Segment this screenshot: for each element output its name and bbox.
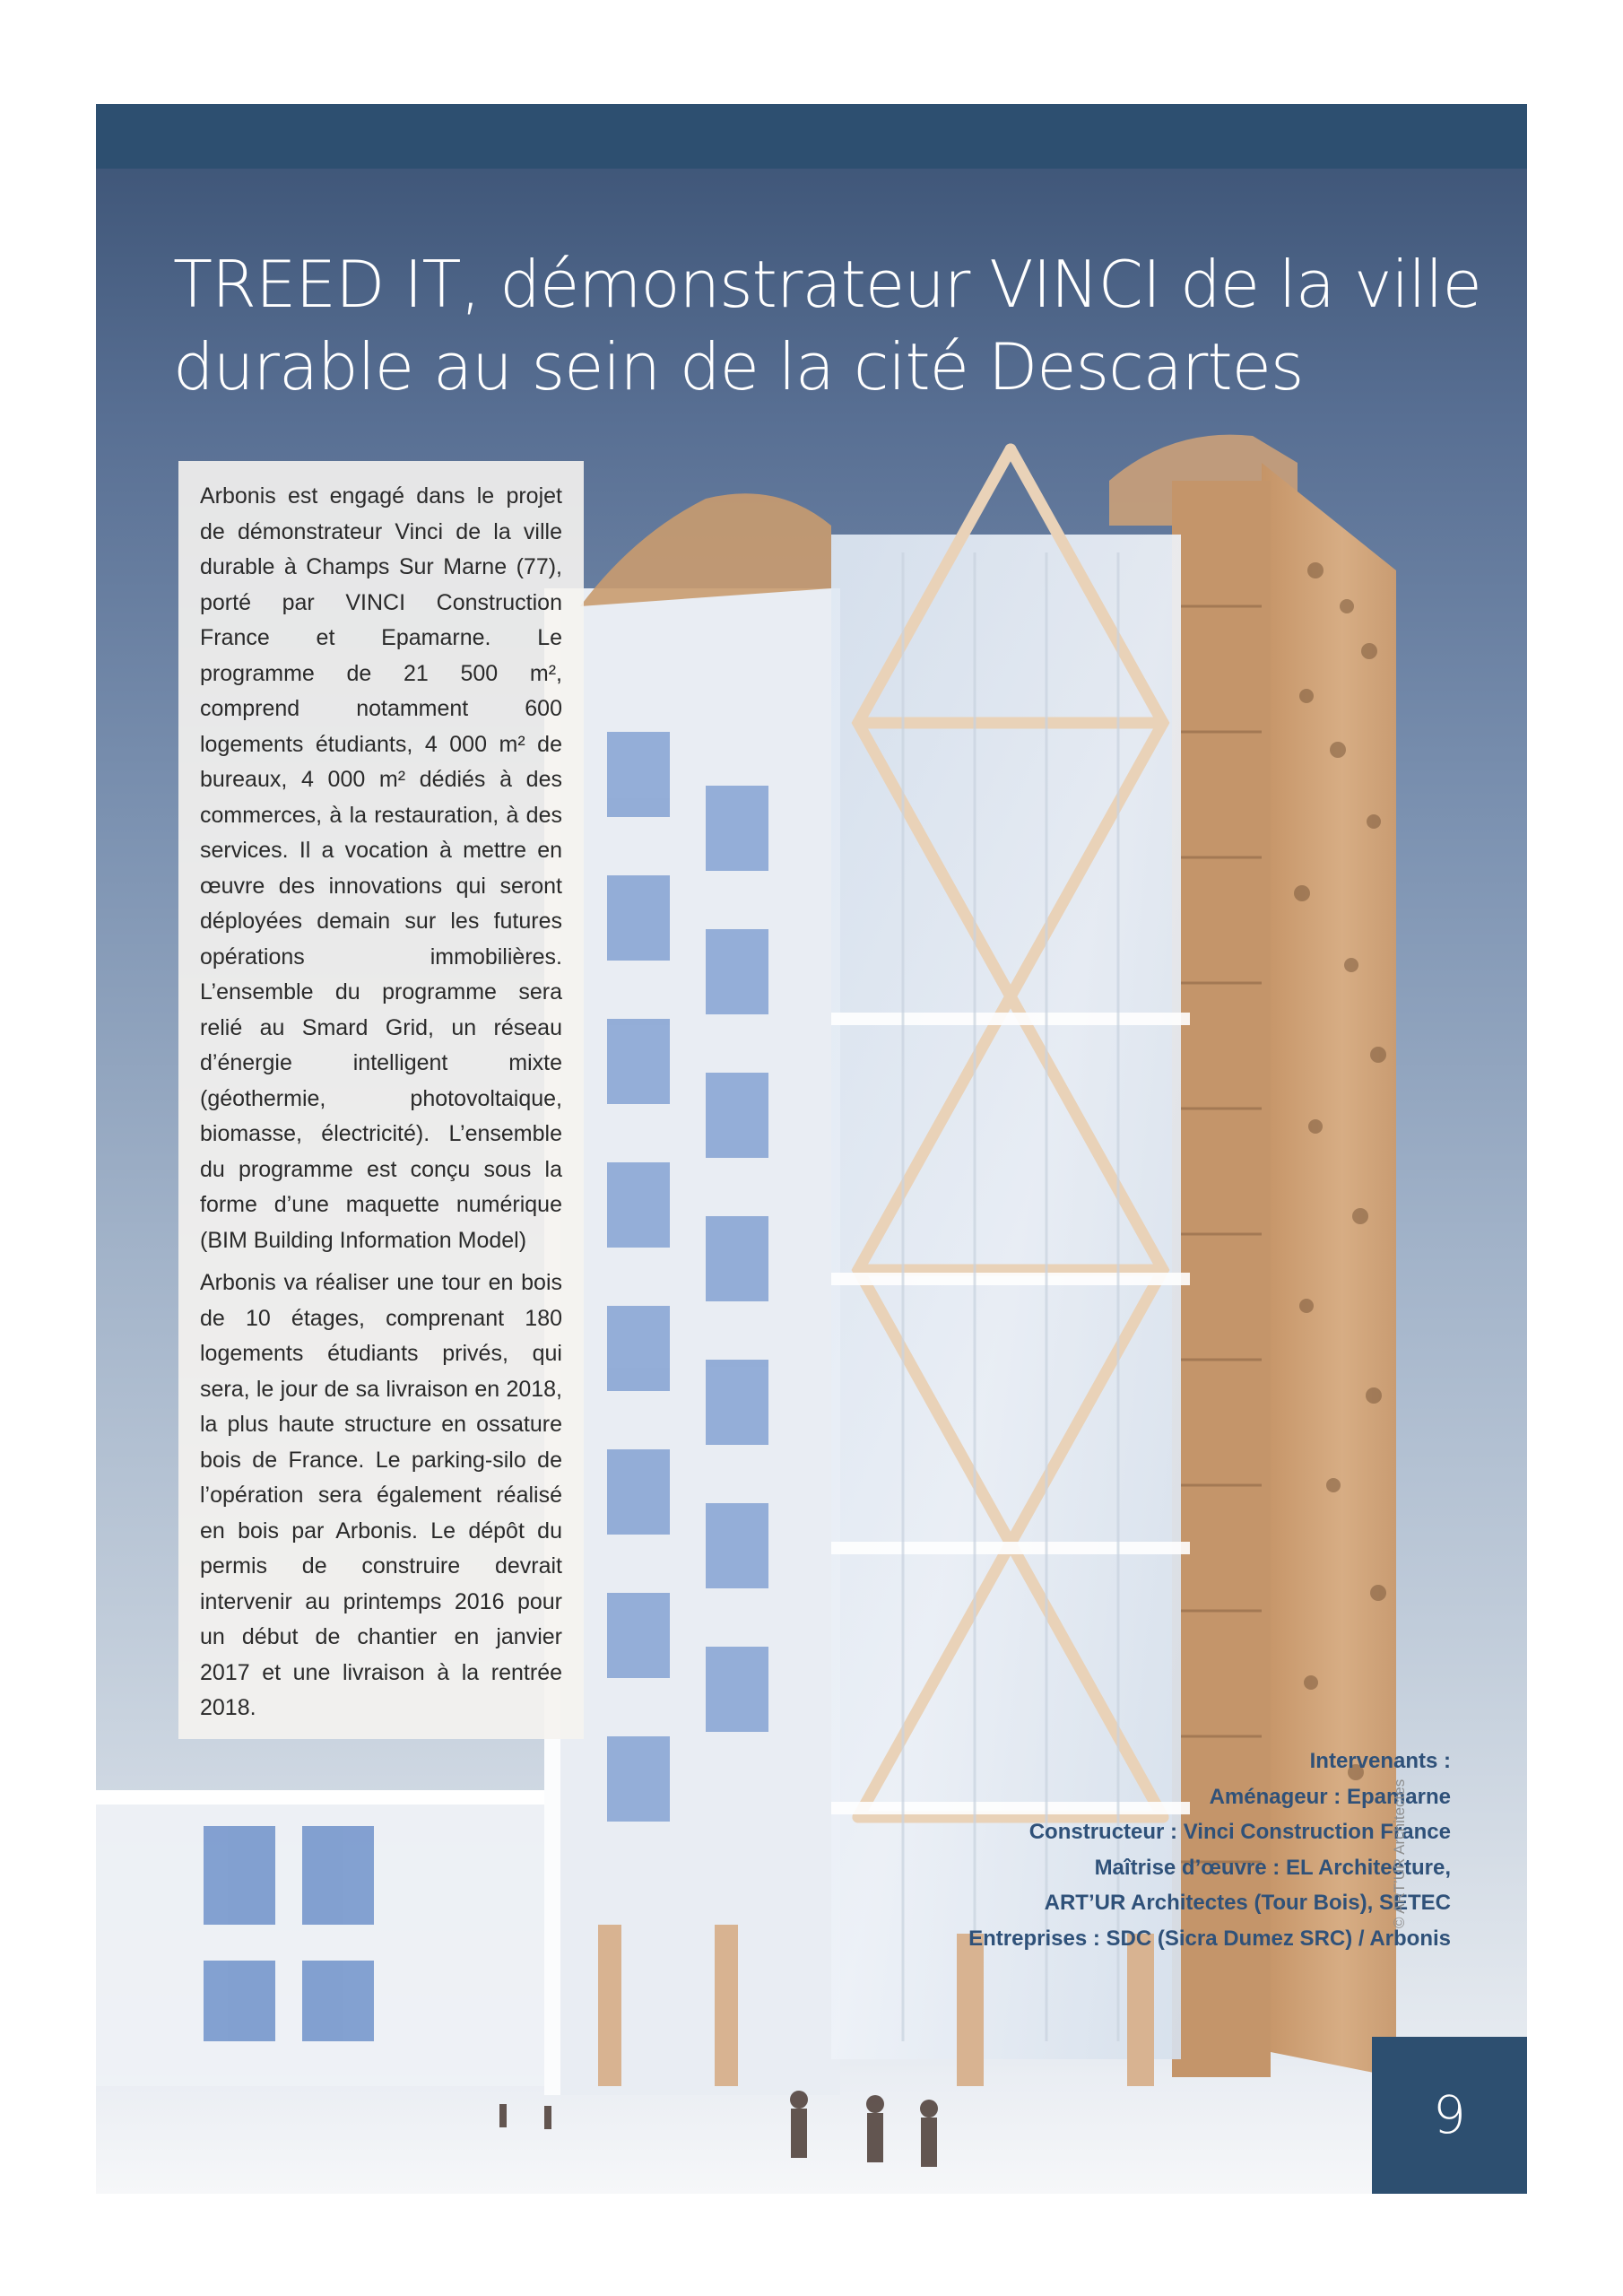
top-band: [96, 104, 1527, 169]
credits-line: Entreprises : SDC (Sicra Dumez SRC) / Arbonis: [968, 1926, 1451, 1951]
credits-heading: Intervenants :: [1309, 1749, 1451, 1773]
credits-line: Constructeur : Vinci Construction France: [1028, 1820, 1451, 1844]
paragraph-2: Arbonis va réaliser une tour en bois de 10 étages, comprenant 180 logements étudiants privés, qui sera, le jour de sa livraison en 2018, la plus haute structure en ossature bois de France. Le parking-silo de l’opération sera également réalisé en bois par Arbonis. Le dépôt du permis de construire devrait intervenir au printemps 2016 pour un début de chantier en janvier 2017 et une livraison à la rentrée 2018.: [200, 1270, 562, 1720]
title-line-1: TREED IT, démonstrateur VINCI de la ville: [173, 247, 1481, 322]
paragraph-1: Arbonis est engagé dans le projet de démonstrateur Vinci de la ville durable à Champs Sur Marne (77), porté par VINCI Construction France et Epamarne. Le programme de 21 500 m², comprend notamment 600 logements étudiants, 4 000 m² de bureaux, 4 000 m² dédiés à des commerces, à la restauration, à des services. Il a vocation à mettre en œuvre des innovations qui seront déployées demain sur les futures opérations immobilières. L’ensemble du programme sera relié au Smard Grid, un réseau d’énergie intelligent mixte (géothermie, photovoltaique, biomasse, électricité). L’ensemble du programme est conçu sous la forme d’une maquette numérique (BIM Building Information Model): [200, 483, 562, 1253]
credits-line: Maîtrise d’œuvre : EL Architecture,: [1094, 1855, 1451, 1880]
title-line-2: durable au sein de la cité Descartes: [173, 329, 1304, 404]
page-title: [173, 243, 1500, 408]
image-copyright: © ART’UR Architectes: [1391, 1779, 1408, 1928]
article-text-box: [178, 461, 584, 1739]
credits-line: Aménageur : Epamarne: [1209, 1784, 1451, 1809]
credits-block: [769, 1744, 1451, 1956]
credits-line: ART’UR Architectes (Tour Bois), SETEC: [1044, 1891, 1451, 1915]
page-number: 9: [1433, 2084, 1466, 2145]
page-frame: [96, 104, 1527, 2194]
page-number-box: [1372, 2037, 1527, 2194]
